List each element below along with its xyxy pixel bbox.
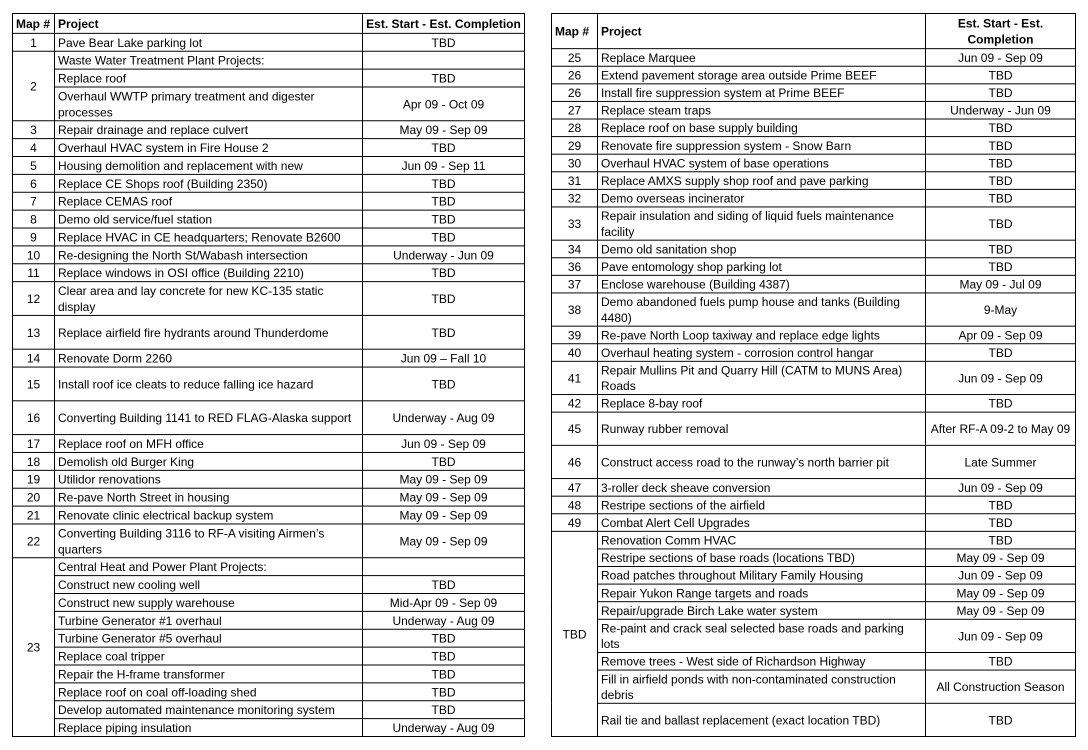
project-cell: Replace steam traps (598, 101, 926, 119)
project-cell: Re-designing the North St/Wabash intersection (55, 246, 363, 264)
project-cell: Renovate fire suppression system - Snow Barn (598, 137, 926, 155)
table-row (13, 435, 525, 453)
map-number-cell: 7 (13, 192, 55, 210)
dates-cell: TBD (926, 189, 1076, 207)
table-row (13, 665, 525, 683)
dates-cell: TBD (926, 154, 1076, 172)
map-number-cell: 11 (13, 264, 55, 282)
table-row (13, 629, 525, 647)
project-cell: Repair insulation and siding of liquid fuels maintenance facility (598, 207, 926, 240)
project-cell: Overhaul WWTP primary treatment and digester processes (55, 87, 363, 121)
dates-cell: Jun 09 - Sep 11 (363, 157, 525, 175)
project-cell: Replace roof on MFH office (55, 435, 363, 453)
table-row (552, 395, 1076, 413)
map-number-cell: 10 (13, 246, 55, 264)
project-cell: Replace airfield fire hydrants around Thunderdome (55, 315, 363, 349)
project-cell: Overhaul HVAC system of base operations (598, 154, 926, 172)
dates-cell: May 09 - Sep 09 (363, 506, 525, 524)
project-cell: Overhaul heating system - corrosion control hangar (598, 344, 926, 362)
project-cell: Renovate Dorm 2260 (55, 349, 363, 367)
dates-cell: TBD (926, 514, 1076, 532)
dates-cell: May 09 - Sep 09 (363, 524, 525, 558)
table-row (13, 524, 525, 558)
project-cell: Demo old service/fuel station (55, 210, 363, 228)
map-number-cell: 36 (552, 258, 598, 276)
table-row (552, 240, 1076, 258)
project-cell: Restripe sections of the airfield (598, 496, 926, 514)
dates-cell: TBD (363, 629, 525, 647)
table-row (13, 282, 525, 316)
table-row (552, 412, 1076, 445)
table-row (13, 87, 525, 121)
dates-cell: TBD (926, 172, 1076, 190)
dates-cell: TBD (926, 207, 1076, 240)
dates-cell: May 09 - Sep 09 (926, 584, 1076, 602)
map-number-cell: 26 (552, 84, 598, 102)
map-number-cell: 8 (13, 210, 55, 228)
project-cell: Enclose warehouse (Building 4387) (598, 275, 926, 293)
dates-cell: All Construction Season (926, 670, 1076, 703)
project-cell: Replace HVAC in CE headquarters; Renovate B2600 (55, 228, 363, 246)
map-number-cell: 39 (552, 326, 598, 344)
dates-cell: Jun 09 - Sep 09 (926, 49, 1076, 67)
table-row (552, 567, 1076, 585)
dates-cell: TBD (926, 703, 1076, 736)
table-row (13, 264, 525, 282)
dates-cell: May 09 - Sep 09 (926, 549, 1076, 567)
project-cell: Converting Building 1141 to RED FLAG-Alaska support (55, 401, 363, 435)
project-cell: Install roof ice cleats to reduce falling ice hazard (55, 367, 363, 401)
project-cell: Install fire suppression system at Prime BEEF (598, 84, 926, 102)
map-number-cell: 38 (552, 293, 598, 326)
table-row (13, 701, 525, 719)
table-row (552, 101, 1076, 119)
map-number-cell: 1 (13, 33, 55, 51)
map-number-cell: 3 (13, 121, 55, 139)
dates-cell: TBD (926, 258, 1076, 276)
dates-cell: Apr 09 - Oct 09 (363, 87, 525, 121)
dates-cell: TBD (926, 119, 1076, 137)
map-number-cell: 22 (13, 524, 55, 558)
dates-cell: Underway - Aug 09 (363, 401, 525, 435)
map-number-cell: 48 (552, 496, 598, 514)
dates-cell: Jun 09 - Sep 09 (926, 479, 1076, 497)
project-cell: Demo overseas incinerator (598, 189, 926, 207)
table-row (13, 69, 525, 87)
dates-cell: TBD (363, 367, 525, 401)
dates-cell: May 09 - Sep 09 (363, 470, 525, 488)
project-cell: Replace piping insulation (55, 719, 363, 737)
table-row (552, 479, 1076, 497)
dates-cell: Jun 09 - Sep 09 (363, 435, 525, 453)
table-row (13, 488, 525, 506)
map-number-cell: 28 (552, 119, 598, 137)
dates-cell: Jun 09 - Sep 09 (926, 619, 1076, 652)
project-cell: Construct new cooling well (55, 576, 363, 594)
dates-cell (363, 51, 525, 69)
project-cell: Demo abandoned fuels pump house and tanks (Building 4480) (598, 293, 926, 326)
project-cell: Construct new supply warehouse (55, 593, 363, 611)
map-number-cell: 40 (552, 344, 598, 362)
dates-cell: Underway - Jun 09 (363, 246, 525, 264)
map-number-cell: 14 (13, 349, 55, 367)
right-project-table (551, 13, 1076, 737)
project-header: Project (55, 13, 363, 33)
table-row (13, 506, 525, 524)
dates-cell: TBD (363, 174, 525, 192)
dates-cell: Jun 09 – Fall 10 (363, 349, 525, 367)
table-row (552, 496, 1076, 514)
dates-cell: May 09 - Sep 09 (363, 121, 525, 139)
map-number-header: Map # (552, 13, 598, 48)
table-row (13, 33, 525, 51)
project-cell: Overhaul HVAC system in Fire House 2 (55, 139, 363, 157)
dates-cell: TBD (926, 652, 1076, 670)
map-number-cell: 2 (13, 51, 55, 121)
dates-cell: TBD (363, 315, 525, 349)
table-row (552, 549, 1076, 567)
map-number-cell: 30 (552, 154, 598, 172)
map-number-cell: 33 (552, 207, 598, 240)
project-cell: Replace windows in OSI office (Building 2210) (55, 264, 363, 282)
project-cell: Pave entomology shop parking lot (598, 258, 926, 276)
dates-cell: TBD (363, 647, 525, 665)
project-cell: Repair/upgrade Birch Lake water system (598, 602, 926, 620)
project-cell: Replace roof (55, 69, 363, 87)
dates-cell: TBD (926, 84, 1076, 102)
project-cell: Runway rubber removal (598, 412, 926, 445)
table-row (13, 367, 525, 401)
table-row (13, 470, 525, 488)
map-number-cell: 23 (13, 558, 55, 737)
map-number-cell: 27 (552, 101, 598, 119)
map-number-cell: TBD (552, 531, 598, 736)
left-project-table (12, 13, 525, 737)
table-row (13, 121, 525, 139)
table-row (552, 531, 1076, 549)
map-number-cell: 5 (13, 157, 55, 175)
project-cell: Housing demolition and replacement with new (55, 157, 363, 175)
dates-cell: Underway - Jun 09 (926, 101, 1076, 119)
project-cell: Remove trees - West side of Richardson Highway (598, 652, 926, 670)
map-number-cell: 41 (552, 361, 598, 394)
dates-header: Est. Start - Est. Completion (363, 13, 525, 33)
table-row (552, 445, 1076, 478)
table-row (552, 275, 1076, 293)
table-row (13, 683, 525, 701)
map-number-header: Map # (13, 13, 55, 33)
table-row (13, 210, 525, 228)
dates-cell: TBD (926, 240, 1076, 258)
table-row (552, 619, 1076, 652)
project-cell: Converting Building 3116 to RF-A visiting Airmen’s quarters (55, 524, 363, 558)
table-row (552, 703, 1076, 736)
map-number-cell: 49 (552, 514, 598, 532)
project-cell: Extend pavement storage area outside Prime BEEF (598, 66, 926, 84)
table-row (552, 670, 1076, 703)
map-number-cell: 12 (13, 282, 55, 316)
table-row (13, 139, 525, 157)
table-row (552, 602, 1076, 620)
dates-cell: TBD (363, 576, 525, 594)
project-cell: Replace 8-bay roof (598, 395, 926, 413)
project-cell: Utilidor renovations (55, 470, 363, 488)
table-row (13, 192, 525, 210)
project-cell: Replace roof on base supply building (598, 119, 926, 137)
project-cell: Re-pave North Loop taxiway and replace edge lights (598, 326, 926, 344)
table-row (552, 189, 1076, 207)
map-number-cell: 17 (13, 435, 55, 453)
group-title-cell: Central Heat and Power Plant Projects: (55, 558, 363, 576)
map-number-cell: 19 (13, 470, 55, 488)
dates-cell: TBD (363, 701, 525, 719)
map-number-cell: 37 (552, 275, 598, 293)
table-row (552, 84, 1076, 102)
map-number-cell: 25 (552, 49, 598, 67)
project-cell: Re-pave North Street in housing (55, 488, 363, 506)
dates-cell: TBD (926, 395, 1076, 413)
map-number-cell: 18 (13, 452, 55, 470)
table-row (552, 293, 1076, 326)
dates-cell: 9-May (926, 293, 1076, 326)
project-cell: Replace CEMAS roof (55, 192, 363, 210)
table-row (13, 576, 525, 594)
map-number-cell: 6 (13, 174, 55, 192)
dates-cell: Underway - Aug 09 (363, 611, 525, 629)
dates-cell: Mid-Apr 09 - Sep 09 (363, 593, 525, 611)
project-cell: Fill in airfield ponds with non-contaminated construction debris (598, 670, 926, 703)
project-cell: Renovate clinic electrical backup system (55, 506, 363, 524)
table-row (552, 584, 1076, 602)
map-number-cell: 34 (552, 240, 598, 258)
map-number-cell: 9 (13, 228, 55, 246)
project-cell: Clear area and lay concrete for new KC-135 static display (55, 282, 363, 316)
project-cell: Turbine Generator #5 overhaul (55, 629, 363, 647)
dates-cell: TBD (363, 192, 525, 210)
table-row (552, 119, 1076, 137)
dates-cell: Apr 09 - Sep 09 (926, 326, 1076, 344)
map-number-cell: 16 (13, 401, 55, 435)
table-row (13, 593, 525, 611)
dates-cell: May 09 - Sep 09 (363, 488, 525, 506)
map-number-cell: 42 (552, 395, 598, 413)
table-row (13, 51, 525, 69)
project-cell: Combat Alert Cell Upgrades (598, 514, 926, 532)
project-cell: Repair drainage and replace culvert (55, 121, 363, 139)
project-cell: Replace Marquee (598, 49, 926, 67)
map-number-cell: 4 (13, 139, 55, 157)
map-number-cell: 15 (13, 367, 55, 401)
table-row (552, 172, 1076, 190)
project-cell: Replace coal tripper (55, 647, 363, 665)
map-number-cell: 31 (552, 172, 598, 190)
dates-cell: TBD (926, 344, 1076, 362)
table-row (552, 514, 1076, 532)
project-cell: Road patches throughout Military Family Housing (598, 567, 926, 585)
dates-cell: TBD (363, 210, 525, 228)
table-row (552, 326, 1076, 344)
project-cell: Replace AMXS supply shop roof and pave parking (598, 172, 926, 190)
dates-cell: TBD (926, 137, 1076, 155)
table-row (552, 258, 1076, 276)
project-cell: Demolish old Burger King (55, 452, 363, 470)
map-number-cell: 32 (552, 189, 598, 207)
project-cell: Restripe sections of base roads (locations TBD) (598, 549, 926, 567)
table-row (552, 344, 1076, 362)
project-cell: Turbine Generator #1 overhaul (55, 611, 363, 629)
map-number-cell: 29 (552, 137, 598, 155)
map-number-cell: 26 (552, 66, 598, 84)
dates-cell: Jun 09 - Sep 09 (926, 567, 1076, 585)
table-row (552, 137, 1076, 155)
dates-cell: TBD (363, 264, 525, 282)
table-row (13, 174, 525, 192)
project-cell: Pave Bear Lake parking lot (55, 33, 363, 51)
dates-cell: TBD (363, 665, 525, 683)
project-cell: Construct access road to the runway’s north barrier pit (598, 445, 926, 478)
table-row (552, 361, 1076, 394)
table-row (552, 207, 1076, 240)
dates-cell: TBD (926, 531, 1076, 549)
project-header: Project (598, 13, 926, 48)
table-row (13, 452, 525, 470)
dates-cell: After RF-A 09-2 to May 09 (926, 412, 1076, 445)
group-title-cell: Waste Water Treatment Plant Projects: (55, 51, 363, 69)
dates-cell: Late Summer (926, 445, 1076, 478)
project-cell: Repair Yukon Range targets and roads (598, 584, 926, 602)
project-cell: Repair the H-frame transformer (55, 665, 363, 683)
dates-cell: TBD (363, 69, 525, 87)
project-cell: Develop automated maintenance monitoring system (55, 701, 363, 719)
map-number-cell: 21 (13, 506, 55, 524)
dates-cell: May 09 - Sep 09 (926, 602, 1076, 620)
map-number-cell: 46 (552, 445, 598, 478)
dates-cell: Underway - Aug 09 (363, 719, 525, 737)
map-number-cell: 45 (552, 412, 598, 445)
project-cell: Demo old sanitation shop (598, 240, 926, 258)
dates-cell: TBD (363, 139, 525, 157)
table-row (13, 719, 525, 737)
dates-cell: May 09 - Jul 09 (926, 275, 1076, 293)
table-row (552, 66, 1076, 84)
table-row (13, 315, 525, 349)
map-number-cell: 47 (552, 479, 598, 497)
dates-cell: Jun 09 - Sep 09 (926, 361, 1076, 394)
dates-cell: TBD (363, 683, 525, 701)
table-row (13, 558, 525, 576)
project-cell: 3-roller deck sheave conversion (598, 479, 926, 497)
map-number-cell: 20 (13, 488, 55, 506)
map-number-cell: 13 (13, 315, 55, 349)
project-cell: Replace roof on coal off-loading shed (55, 683, 363, 701)
dates-cell: TBD (363, 228, 525, 246)
dates-cell: TBD (363, 282, 525, 316)
project-cell: Repair Mullins Pit and Quarry Hill (CATM to MUNS Area) Roads (598, 361, 926, 394)
table-row (13, 157, 525, 175)
table-row (13, 349, 525, 367)
project-cell: Re-paint and crack seal selected base roads and parking lots (598, 619, 926, 652)
dates-cell: TBD (926, 496, 1076, 514)
dates-cell: TBD (926, 66, 1076, 84)
dates-header: Est. Start - Est. Completion (926, 13, 1076, 48)
table-row (13, 401, 525, 435)
dates-cell: TBD (363, 33, 525, 51)
project-cell: Rail tie and ballast replacement (exact location TBD) (598, 703, 926, 736)
table-row (552, 154, 1076, 172)
table-row (552, 652, 1076, 670)
table-row (13, 228, 525, 246)
table-row (13, 647, 525, 665)
table-row (13, 246, 525, 264)
table-row (552, 49, 1076, 67)
dates-cell (363, 558, 525, 576)
project-cell: Renovation Comm HVAC (598, 531, 926, 549)
dates-cell: TBD (363, 452, 525, 470)
project-cell: Replace CE Shops roof (Building 2350) (55, 174, 363, 192)
table-row (13, 611, 525, 629)
